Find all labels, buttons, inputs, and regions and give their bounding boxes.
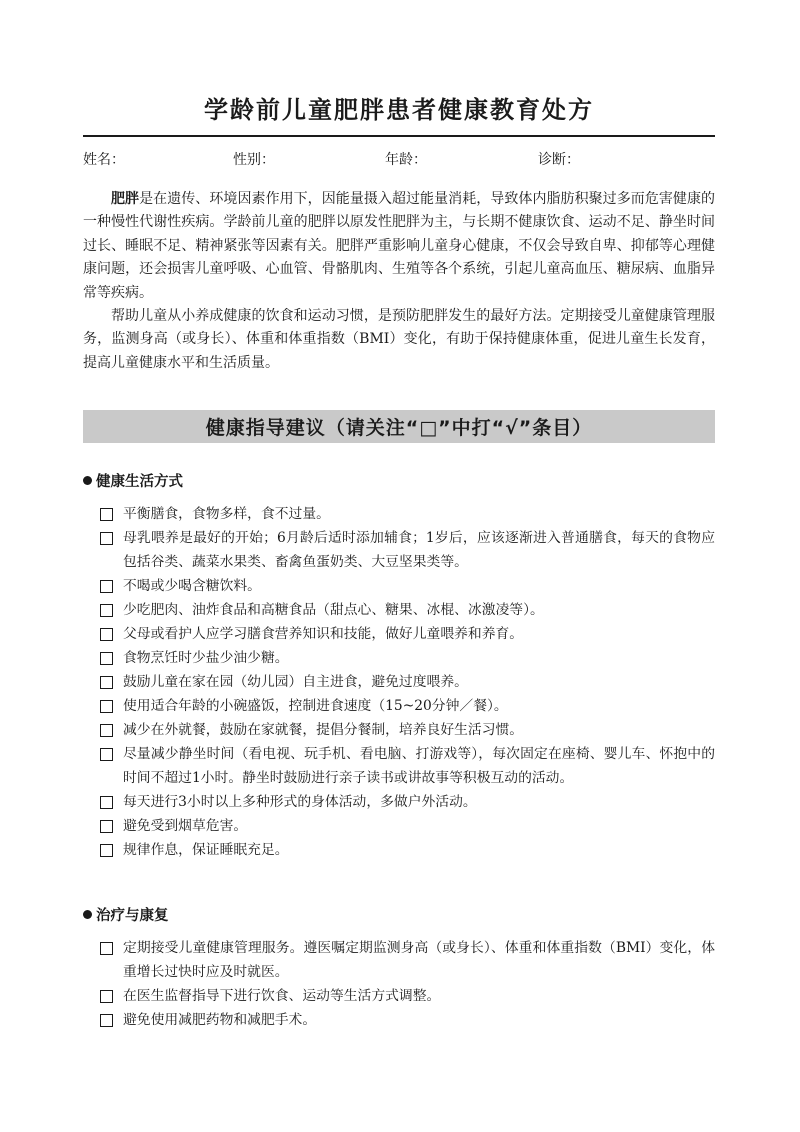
checklist-item-text: 定期接受儿童健康管理服务。遵医嘱定期监测身高（或身长）、体重和体重指数（BMI）变化，体重增长过快时应及时就医。 bbox=[123, 940, 715, 980]
bullet-icon bbox=[83, 910, 92, 919]
checklist-item bbox=[100, 670, 715, 694]
checklist-item-text: 使用适合年龄的小碗盛饭，控制进食速度（15~20分钟／餐）。 bbox=[123, 698, 508, 714]
checklist-item bbox=[100, 984, 715, 1008]
checkbox[interactable] bbox=[100, 676, 113, 689]
checklist-item bbox=[100, 526, 715, 574]
checklist-item bbox=[100, 790, 715, 814]
checklist-item bbox=[100, 838, 715, 862]
checkbox[interactable] bbox=[100, 532, 113, 545]
checklist-item bbox=[100, 742, 715, 790]
checklist-item bbox=[100, 646, 715, 670]
checkbox[interactable] bbox=[100, 580, 113, 593]
checkbox[interactable] bbox=[100, 628, 113, 641]
bullet-icon bbox=[83, 476, 92, 485]
checklist-item-text: 每天进行3小时以上多种形式的身体活动，多做户外活动。 bbox=[123, 794, 477, 810]
checkbox[interactable] bbox=[100, 820, 113, 833]
lifestyle-heading-text: 健康生活方式 bbox=[96, 474, 183, 490]
checkbox[interactable] bbox=[100, 942, 113, 955]
intro-paragraph-2: 帮助儿童从小养成健康的饮食和运动习惯，是预防肥胖发生的最好方法。定期接受儿童健康管理服务，监测身高（或身长）、体重和体重指数（BMI）变化，有助于保持健康体重，促进儿童生长发育，提高儿童健康水平和生活质量。 bbox=[83, 308, 715, 371]
guidance-banner: 健康指导建议（请关注“□”中打“√”条目） bbox=[83, 410, 715, 443]
checklist-item-text: 母乳喂养是最好的开始；6月龄后适时添加辅食；1岁后，应该逐渐进入普通膳食，每天的食物应包括谷类、蔬菜水果类、畜禽鱼蛋奶类、大豆坚果类等。 bbox=[123, 530, 715, 570]
lifestyle-checklist bbox=[100, 502, 715, 862]
age-label: 年龄： bbox=[385, 152, 427, 168]
checklist-item bbox=[100, 1008, 715, 1032]
treatment-checklist bbox=[100, 936, 715, 1032]
intro-text bbox=[83, 188, 715, 375]
checklist-item-text: 避免受到烟草危害。 bbox=[123, 818, 248, 834]
checklist-item-text: 减少在外就餐，鼓励在家就餐，提倡分餐制，培养良好生活习惯。 bbox=[123, 722, 524, 738]
diagnosis-label: 诊断： bbox=[538, 152, 580, 168]
intro-paragraph-1-body: 是在遗传、环境因素作用下，因能量摄入超过能量消耗，导致体内脂肪积聚过多而危害健康的一种慢性代谢性疾病。学龄前儿童的肥胖以原发性肥胖为主，与长期不健康饮食、运动不足、静坐时间过长、睡眠不足、精神紧张等因素有关。肥胖严重影响儿童身心健康，不仅会导致自卑、抑郁等心理健康问题，还会损害儿童呼吸、心血管、骨骼肌肉、生殖等各个系统，引起儿童高血压、糖尿病、血脂异常等疾病。 bbox=[83, 191, 716, 301]
checklist-item bbox=[100, 574, 715, 598]
checklist-item-text: 少吃肥肉、油炸食品和高糖食品（甜点心、糖果、冰棍、冰激凌等）。 bbox=[123, 602, 544, 618]
checklist-item-text: 避免使用减肥药物和减肥手术。 bbox=[123, 1012, 317, 1028]
checkbox[interactable] bbox=[100, 604, 113, 617]
checkbox[interactable] bbox=[100, 844, 113, 857]
checkbox[interactable] bbox=[100, 1014, 113, 1027]
title-divider bbox=[83, 135, 715, 137]
checklist-item bbox=[100, 718, 715, 742]
checklist-item bbox=[100, 694, 715, 718]
checklist-item-text: 平衡膳食，食物多样，食不过量。 bbox=[123, 506, 330, 522]
patient-info-row bbox=[83, 149, 715, 171]
checkbox[interactable] bbox=[100, 700, 113, 713]
checklist-item bbox=[100, 622, 715, 646]
checklist-item bbox=[100, 936, 715, 984]
checkbox[interactable] bbox=[100, 990, 113, 1003]
checklist-item bbox=[100, 502, 715, 526]
intro-paragraph-1 bbox=[83, 188, 715, 305]
checkbox[interactable] bbox=[100, 724, 113, 737]
checkbox[interactable] bbox=[100, 796, 113, 809]
checklist-item bbox=[100, 598, 715, 622]
lifestyle-heading bbox=[83, 470, 183, 491]
intro-term: 肥胖 bbox=[111, 191, 140, 207]
treatment-heading-text: 治疗与康复 bbox=[96, 908, 169, 924]
checklist-item bbox=[100, 814, 715, 838]
checklist-item-text: 鼓励儿童在家在园（幼儿园）自主进食，避免过度喂养。 bbox=[123, 674, 468, 690]
checklist-item-text: 尽量减少静坐时间（看电视、玩手机、看电脑、打游戏等），每次固定在座椅、婴儿车、怀抱中的时间不超过1小时。静坐时鼓励进行亲子读书或讲故事等积极互动的活动。 bbox=[123, 746, 715, 786]
checkbox[interactable] bbox=[100, 748, 113, 761]
checklist-item-text: 规律作息，保证睡眠充足。 bbox=[123, 842, 289, 858]
sex-label: 性别： bbox=[233, 152, 275, 168]
checklist-item-text: 食物烹饪时少盐少油少糖。 bbox=[123, 650, 289, 666]
name-label: 姓名： bbox=[83, 152, 125, 168]
checklist-item-text: 在医生监督指导下进行饮食、运动等生活方式调整。 bbox=[123, 988, 441, 1004]
checklist-item-text: 父母或看护人应学习膳食营养知识和技能，做好儿童喂养和养育。 bbox=[123, 626, 524, 642]
treatment-heading bbox=[83, 904, 169, 925]
page-title: 学龄前儿童肥胖患者健康教育处方 bbox=[204, 96, 594, 124]
checklist-item-text: 不喝或少喝含糖饮料。 bbox=[123, 578, 261, 594]
checkbox[interactable] bbox=[100, 652, 113, 665]
checkbox[interactable] bbox=[100, 508, 113, 521]
